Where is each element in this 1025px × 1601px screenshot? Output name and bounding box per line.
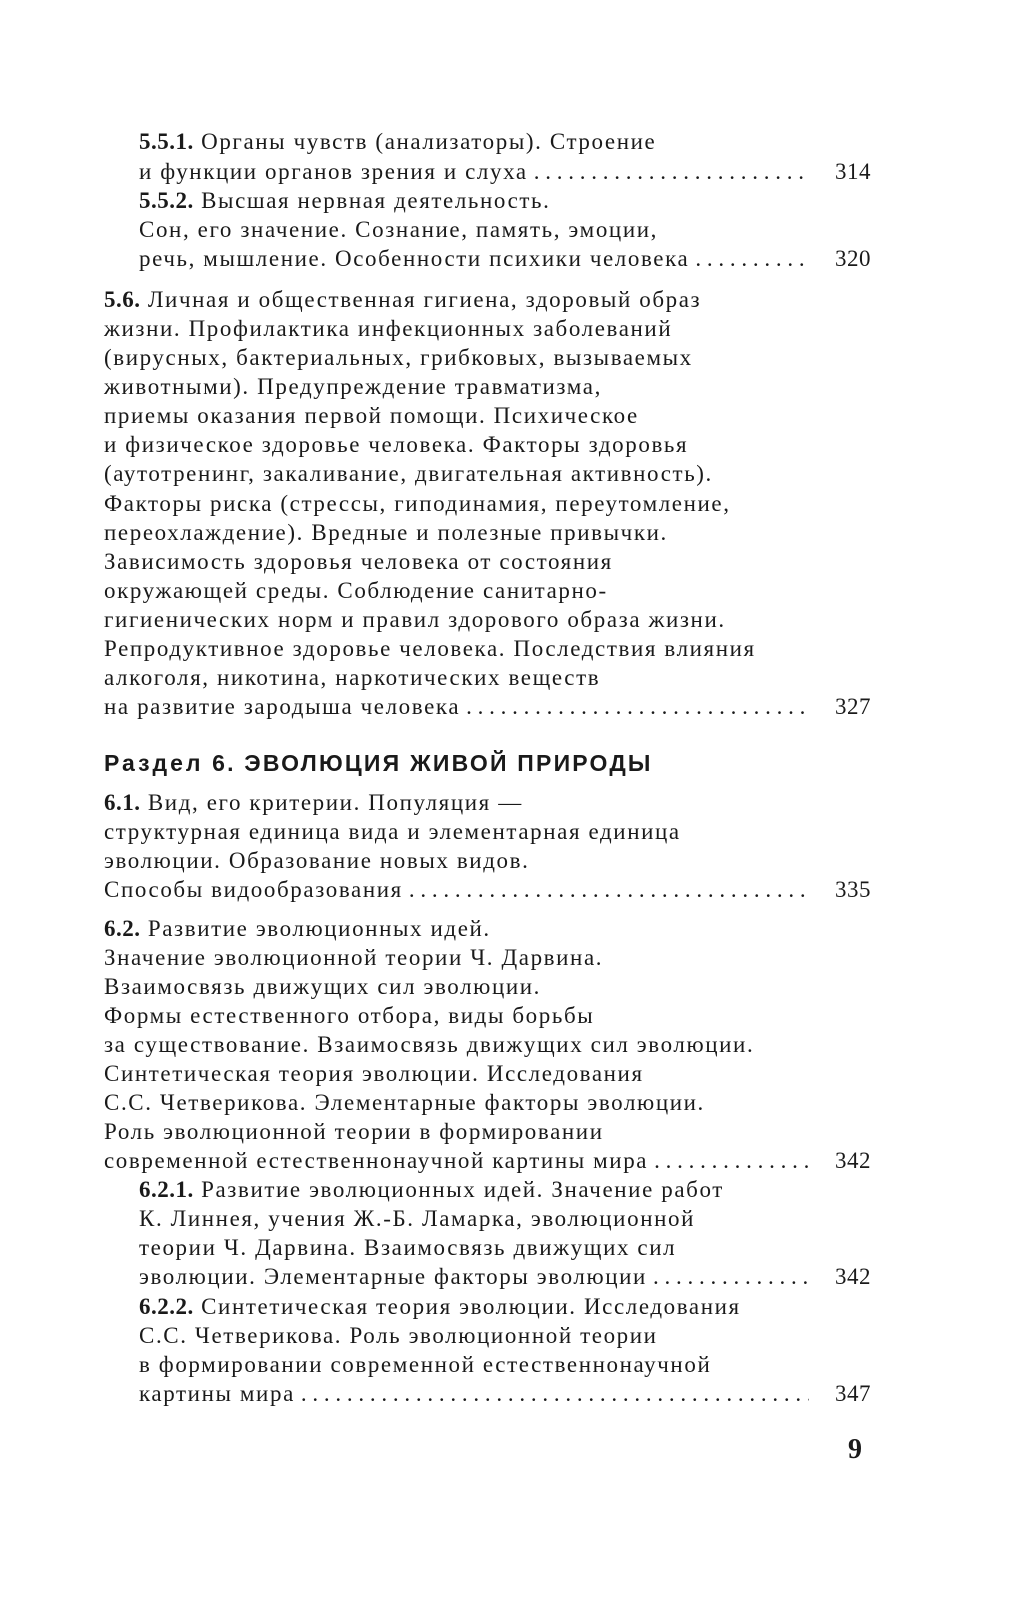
toc-line [104,518,668,548]
section-title: 6. ЭВОЛЮЦИЯ ЖИВОЙ ПРИРОДЫ [212,750,653,776]
entry-text: С.С. Четверикова. Элементарные факторы эволюции. [104,1090,705,1115]
entry-text: Сон, его значение. Сознание, память, эмоции, [139,217,659,242]
dot-leader [653,1262,809,1292]
toc-line-last [139,1262,809,1292]
dot-leader [695,244,809,274]
toc-line [104,914,491,944]
toc-line [139,1292,741,1322]
page-number: 9 [848,1434,862,1465]
entry-text: за существование. Взаимосвязь движущих сил эволюции. [104,1032,755,1057]
entry-text: Взаимосвязь движущих сил эволюции. [104,974,542,999]
entry-text: современной естественнонаучной картины мира [104,1148,649,1173]
toc-line [104,1001,594,1031]
entry-text: Развитие эволюционных идей. Значение работ [201,1177,724,1202]
toc-line [139,186,550,216]
entry-text: Развитие эволюционных идей. [147,916,491,941]
entry-text: животными). Предупреждение травматизма, [104,374,602,399]
entry-text: на развитие зародыша человека [104,694,461,719]
entry-text: Репродуктивное здоровье человека. Последствия влияния [104,636,756,661]
entry-page: 314 [835,159,871,184]
entry-text: (аутотренинг, закаливание, двигательная активность). [104,461,713,486]
entry-text: Синтетическая теория эволюции. Исследования [201,1294,741,1319]
toc-line-last [104,692,809,722]
toc-line [104,576,608,606]
entry-text: (вирусных, бактериальных, грибковых, вызываемых [104,345,693,370]
entry-text: С.С. Четверикова. Роль эволюционной теории [139,1323,658,1348]
toc-line [104,372,602,402]
entry-page: 335 [835,877,871,902]
entry-text: жизни. Профилактика инфекционных заболеваний [104,316,673,341]
entry-text: Формы естественного отбора, виды борьбы [104,1003,595,1028]
entry-text: Роль эволюционной теории в формировании [104,1119,604,1144]
toc-line [104,846,529,876]
entry-number: 6.2. [104,916,141,941]
entry-text: речь, мышление. Особенности психики человека [139,246,690,271]
entry-text: в формировании современной естественнонаучной [139,1352,712,1377]
toc-line-last [104,1146,809,1176]
entry-text: приемы оказания первой помощи. Психическое [104,403,639,428]
entry-text: Значение эволюционной теории Ч. Дарвина. [104,945,604,970]
toc-line-last [139,157,809,187]
toc-line-last [104,875,809,905]
entry-text: теории Ч. Дарвина. Взаимосвязь движущих сил [139,1235,677,1260]
toc-line [139,127,819,157]
entry-number: 6.2.1. [139,1177,194,1202]
entry-text: Зависимость здоровья человека от состояния [104,549,613,574]
toc-line [139,1350,711,1380]
entry-page: 327 [835,694,871,719]
dot-leader [466,692,809,722]
entry-text: эволюции. Элементарные факторы эволюции [139,1264,647,1289]
toc-line [104,547,613,577]
toc-line [104,788,523,818]
toc-line [104,634,756,664]
dot-leader [654,1146,809,1176]
toc-line [139,1233,676,1263]
toc-line [104,1059,644,1089]
entry-text: алкоголя, никотина, наркотических веществ [104,665,601,690]
entry-text: гигиенических норм и правил здорового образа жизни. [104,607,726,632]
entry-text: и физическое здоровье человека. Факторы здоровья [104,432,689,457]
entry-text: эволюции. Образование новых видов. [104,848,530,873]
toc-line-last [139,244,809,274]
entry-text: Вид, его критерии. Популяция — [147,790,523,815]
toc-line-last [139,1379,809,1409]
entry-text: К. Линнея, учения Ж.-Б. Ламарка, эволюционной [139,1206,696,1231]
entry-text: Высшая нервная деятельность. [201,188,551,213]
toc-line [104,314,672,344]
toc-line [104,663,600,693]
toc-line [139,1204,695,1234]
toc-line [104,817,681,847]
entry-number: 5.5.2. [139,188,194,213]
entry-text: и функции органов зрения и слуха [139,159,528,184]
toc-line [139,1175,724,1205]
toc-line [104,343,693,373]
dot-leader [534,157,809,187]
dot-leader [409,875,809,905]
toc-line [104,430,688,460]
entry-text: структурная единица вида и элементарная единица [104,819,681,844]
section-heading [104,748,653,778]
toc-line [139,1321,658,1351]
dot-leader [301,1379,809,1409]
entry-text: Личная и общественная гигиена, здоровый образ [147,287,702,312]
entry-number: 6.2.2. [139,1294,194,1319]
toc-line [104,972,541,1002]
toc-line [139,215,658,245]
section-prefix: Раздел [104,750,204,776]
entry-number: 6.1. [104,790,141,815]
toc-line [104,285,701,315]
entry-text: Способы видообразования [104,877,403,902]
entry-number: 5.6. [104,287,141,312]
entry-page: 342 [835,1148,871,1173]
entry-text: Органы чувств (анализаторы). Строение [201,129,657,154]
entry-text: Факторы риска (стрессы, гиподинамия, переутомление, [104,491,731,516]
entry-page: 347 [835,1381,871,1406]
toc-line [104,1088,705,1118]
toc-line [104,459,713,489]
toc-line [104,1030,754,1060]
entry-page: 342 [835,1264,871,1289]
toc-line [104,605,726,635]
entry-text: Синтетическая теория эволюции. Исследования [104,1061,644,1086]
entry-text: переохлаждение). Вредные и полезные привычки. [104,520,668,545]
toc-line [104,943,603,973]
toc-line [104,1117,604,1147]
toc-line [104,401,639,431]
toc-line [104,489,731,519]
entry-page: 320 [835,246,871,271]
entry-text: картины мира [139,1381,295,1406]
entry-text: окружающей среды. Соблюдение санитарно- [104,578,608,603]
entry-number: 5.5.1. [139,129,194,154]
